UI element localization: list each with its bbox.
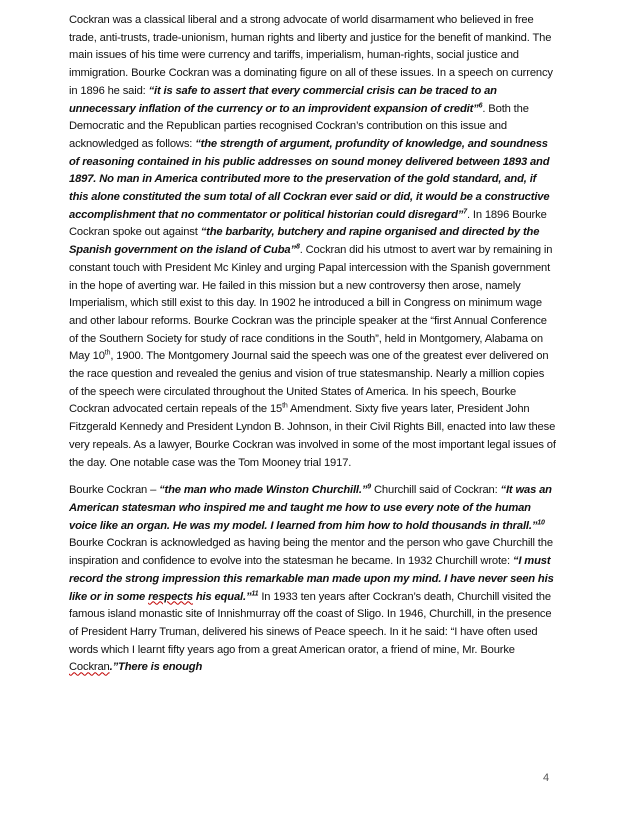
spellcheck-underlined-word: respects [148,590,193,603]
text-run: Bourke Cockran – [69,484,160,497]
page-number: 4 [543,772,550,784]
paragraph-churchill [69,482,556,677]
footnote-ref-11: 11 [251,589,259,597]
footnote-ref-10: 10 [537,518,545,526]
footnote-ref-8: 8 [295,243,300,251]
text-run: . Both the Democratic and the Republican parties recognised Cockran’s contribution on this issue and acknowledged as follows: [69,102,529,150]
text-run: , 1900. The Montgomery Journal said the speech was one of the greatest ever delivered on the race question and revealed the genius and vision of true statesmanship. Nearly a million copies of the speech were circulated throughout the United States of America. In his speech, Bourke Cockran advocated certain repeals of the 15 [69,350,549,416]
quote-churchill-organ: “It was an American statesman who inspired me and taught me how to use every note of the human voice like an organ. He was my model. I learned from him how to hold thousands in thrall.” [69,484,552,532]
footnote-ref-6: 6 [478,101,483,109]
quote-man-who-made-churchill: “the man who made Winston Churchill.” [159,484,368,497]
text-run: Churchill said of Cockran: [371,484,501,497]
text-run: Bourke Cockran is acknowledged as having being the mentor and the person who gave Churchill the inspiration and confidence to evolve into the statesman he became. In 1932 Churchill wrote: [69,537,553,568]
footnote-ref-9: 9 [367,483,372,491]
text-run: In 1933 ten years after Cockran’s death, Churchill visited the famous island monastic site of Innishmurray off the coast of Sligo. In 1946, Churchill, in the presence of President Harry Truman, delivered his sinews of Peace speech. In it he said: “I have often used words which I learnt fifty years ago from a great American orator, a friend of mine, Mr. Bourke [69,590,552,656]
ordinal-suffix: th [282,402,288,410]
ordinal-suffix: th [104,349,111,357]
quote-churchill-1932: “I must record the strong impression this remarkable man made upon my mind. I have never seen his like or in some [69,555,554,603]
quote-sound-money: “the strength of argument, profundity of knowledge, and soundness of reasoning contained in his public addresses on sound money delivered between 1893 and 1897. No man in America contributed more to the preservation of the gold standard, and, if this alone constituted the sum total of all Cockran ever said or did, it would be a constructive accomplishment that no commentator or political historian could disregard” [69,137,550,221]
quote-cuba: “the barbarity, butchery and rapine organised and directed by the Spanish government on the island of Cuba” [69,226,540,257]
spellcheck-underlined-word: Cockran [69,661,110,674]
text-run: . In 1896 Bourke Cockran spoke out against [69,208,547,239]
quote-there-is-enough: .”There is enough [109,661,203,674]
quote-currency: “it is safe to assert that every commercial crisis can be traced to an unnecessary inflation of the currency or to an improvident expansion of credit” [69,84,497,115]
text-run: Cockran was a classical liberal and a strong advocate of world disarmament who believed in free trade, anti-trusts, trade-unionism, human rights and liberty and justice for the benefit of mankind. The main issues of his time were currency and tariffs, imperialism, human-rights, social justice and immigration. Bourke Cockran was a dominating figure on all of these issues. In a speech on currency in 1896 he said: [69,14,553,97]
text-run: Amendment. Sixty five years later, President John Fitzgerald Kennedy and President Lyndon B. Johnson, in their Civil Rights Bill, enacted into law these very repeals. As a lawyer, Bourke Cockran was involved in some of the most important legal issues of the day. One notable case was the Tom Mooney trial 1917. [69,403,556,469]
paragraph-cockran-career [69,12,556,472]
body-text [69,12,556,677]
footnote-ref-7: 7 [463,208,467,215]
text-run: . Cockran did his utmost to avert war by remaining in constant touch with President Mc Kinley and urging Papal intercession with the Spanish government in the hope of averting war. He failed in this mission but a new controversy then arose, namely Imperialism, which still exist to this day. In 1902 he introduced a bill in Congress on minimum wage and other labour reforms. Bourke Cockran was the principle speaker at the “first Annual Conference of the Southern Society for study of race conditions in the South”, held in Montgomery, Alabama on May 10 [69,244,553,363]
quote-churchill-1932-end: his equal.” [192,590,252,603]
